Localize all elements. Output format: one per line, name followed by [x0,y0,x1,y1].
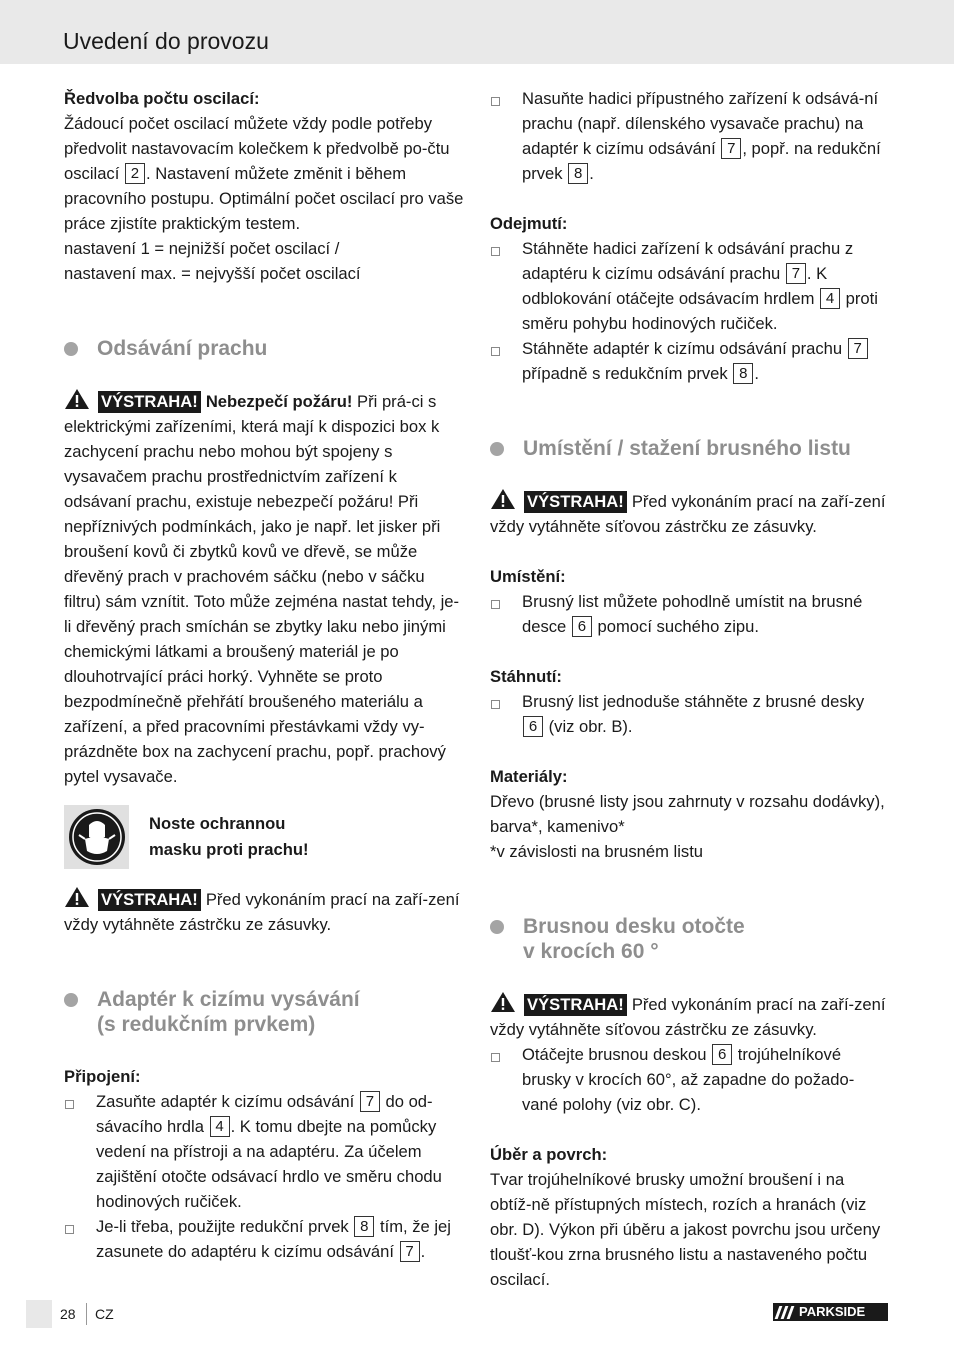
ref-number: 8 [733,363,753,384]
checkbox-square-icon [490,86,522,111]
ref-number: 8 [354,1216,374,1237]
oscillation-setting-min: nastavení 1 = nejnižší počet oscilací / [64,239,340,258]
warning-triangle-icon [490,991,516,1013]
language-code: CZ [95,1306,114,1322]
ref-number: 6 [712,1044,732,1065]
footer-divider [86,1303,87,1325]
surface-text: Tvar trojúhelníkové brusky umožní broušení i na obtíž-ně přístupných místech, rozích a hranách (viz obr. D). Výkon při úběru a jakost povrchu jsou určeny tloušť-kou zrna brusného listu a nastaveného počtu oscilací. [490,1170,881,1289]
ref-number: 6 [572,616,592,637]
fire-warning: VÝSTRAHA! Nebezpečí požáru! Při prá-ci s elektrickými zařízeními, která mají k dispozici box k zachycení prachu nebo mohou být spojeny s vysavačem prachu prostřednictvím zařízení k odsávaní prachu, existuje nebezpečí požáru! Při nepříznivých podmínkách, jako je např. let jisker při broušení kovů či zbytků kovů ve dřevě, se může dřevěný prach v prachovém sáčku (nebo v sáčku filtru) sám vznítit. Toto může zejména nastat tehdy, je-li dřevěný prach smíchán se zbytky laku nebo jinými chemickými látkami a broušený materiál je po dlouhotrvající práci horký. Vyhněte se proto bezpodmínečně přehřátí broušeného materiálu a zařízení, a před pracovními přestávkami vždy vy-prázdněte box na zachycení prachu, popř. prachový pytel vysavače. [64,388,464,789]
ref-number: 7 [721,138,741,159]
oscillation-setting-max: nastavení max. = nejvyšší počet oscilací [64,264,361,283]
pull-heading: Stáhnutí: [490,667,562,686]
footer-tab [26,1300,52,1328]
warning-badge: VÝSTRAHA! [524,994,627,1016]
warning-badge: VÝSTRAHA! [524,491,627,513]
ref-number: 4 [210,1116,230,1137]
ref-number: 6 [523,716,543,737]
section-title-adapter: Adaptér k cizímu vysávání (s redukčním prvkem) [64,987,464,1037]
list-item: Stáhněte adaptér k cizímu odsávání prachu 7 případně s redukčním prvek 8 . [490,336,890,386]
plug-warning: VÝSTRAHA! Před vykonáním prací na zaří-zení vždy vytáhněte zástrčku ze zásuvky. [64,886,464,937]
list-item: Zasuňte adaptér k cizímu odsávání 7 do od-sávacího hrdla 4 . K tomu dbejte na pomůcky vedení na přístroji a na adaptéru. Za účelem zajištění otočte odsávací hrdlo ve směru chodu hodinových ručiček. [64,1089,464,1214]
section-title-sanding-sheet: Umístění / stažení brusného listu [490,436,890,461]
left-column [64,86,464,1264]
materials-footnote: *v závislosti na brusném listu [490,842,704,861]
mask-text-line1: Noste ochrannou [149,814,286,833]
list-item: Stáhněte hadici zařízení k odsávání prachu z adaptéru k cizímu odsávání prachu 7 . K odblokování otáčejte odsávacím hrdlem 4 proti směru pohybu hodinových ručiček. [490,236,890,336]
place-heading: Umístění: [490,567,566,586]
bullet-dot-icon [490,442,504,456]
list-item: Nasuňte hadici přípustného zařízení k odsává-ní prachu (např. dílenského vysavače prachu) na adaptér k cizímu odsávání 7 , popř. na redukční prvek 8 . [490,86,890,186]
checkbox-square-icon [490,1042,522,1067]
ref-number: 4 [820,288,840,309]
section-title-rotate-plate: Brusnou desku otočte v krocích 60 ° [490,914,890,964]
remove-heading: Odejmutí: [490,214,568,233]
fire-label: Nebezpečí požáru! [205,392,353,411]
oscillation-heading: Ředvolba počtu oscilací: [64,89,260,108]
checkbox-square-icon [490,336,522,361]
connect-heading: Připojení: [64,1067,141,1086]
bullet-dot-icon [64,342,78,356]
checkbox-square-icon [490,689,522,714]
list-item: Otáčejte brusnou deskou 6 trojúhelníkové brusky v krocích 60°, až zapadne do požado-vané polohy (viz obr. C). [490,1042,890,1117]
warning-badge: VÝSTRAHA! [98,391,201,413]
list-item: Je-li třeba, použijte redukční prvek 8 tím, že jej zasunete do adaptéru k cizímu odsávání 7 . [64,1214,464,1264]
ref-number: 7 [400,1241,420,1262]
checkbox-square-icon [490,589,522,614]
page-number: 28 [60,1306,76,1322]
warning-triangle-icon [490,488,516,510]
materials-heading: Materiály: [490,767,568,786]
plug-warning: VÝSTRAHA! Před vykonáním prací na zaří-zení vždy vytáhněte síťovou zástrčku ze zásuvky. [490,991,890,1042]
warning-triangle-icon [64,388,90,410]
materials-text: Dřevo (brusné listy jsou zahrnuty v rozsahu dodávky), barva*, kamenivo* [490,792,885,836]
checkbox-square-icon [64,1089,96,1114]
bullet-dot-icon [490,920,504,934]
section-title-dust: Odsávání prachu [64,336,464,361]
surface-heading: Úběr a povrch: [490,1145,608,1164]
right-column [490,86,890,1292]
parkside-logo: PARKSIDE [773,1303,888,1321]
warning-triangle-icon [64,886,90,908]
ref-number: 2 [125,163,145,184]
mask-notice [64,805,464,869]
ref-number: 8 [568,163,588,184]
ref-number: 7 [848,338,868,359]
list-item: Brusný list jednoduše stáhněte z brusné desky 6 (viz obr. B). [490,689,890,739]
checkbox-square-icon [490,236,522,261]
mask-text-line2: masku proti prachu! [149,840,309,859]
bullet-dot-icon [64,993,78,1007]
dust-mask-icon [64,805,129,869]
ref-number: 7 [786,263,806,284]
ref-number: 7 [360,1091,380,1112]
page-title: Uvedení do provozu [63,28,269,54]
list-item: Brusný list můžete pohodlně umístit na brusné desce 6 pomocí suchého zipu. [490,589,890,639]
checkbox-square-icon [64,1214,96,1239]
logo-stripes-icon [773,1303,795,1321]
plug-warning: VÝSTRAHA! Před vykonáním prací na zaří-zení vždy vytáhněte síťovou zástrčku ze zásuvky. [490,488,890,539]
warning-badge: VÝSTRAHA! [98,889,201,911]
oscillation-paragraph: Žádoucí počet oscilací můžete vždy podle potřeby předvolit nastavovacím kolečkem k předvolbě po-čtu oscilací 2 . Nastavení můžete změnit i během pracovního postupu. Optimální počet oscilací pro vaše práce zjistíte praktickým testem. [64,114,464,233]
